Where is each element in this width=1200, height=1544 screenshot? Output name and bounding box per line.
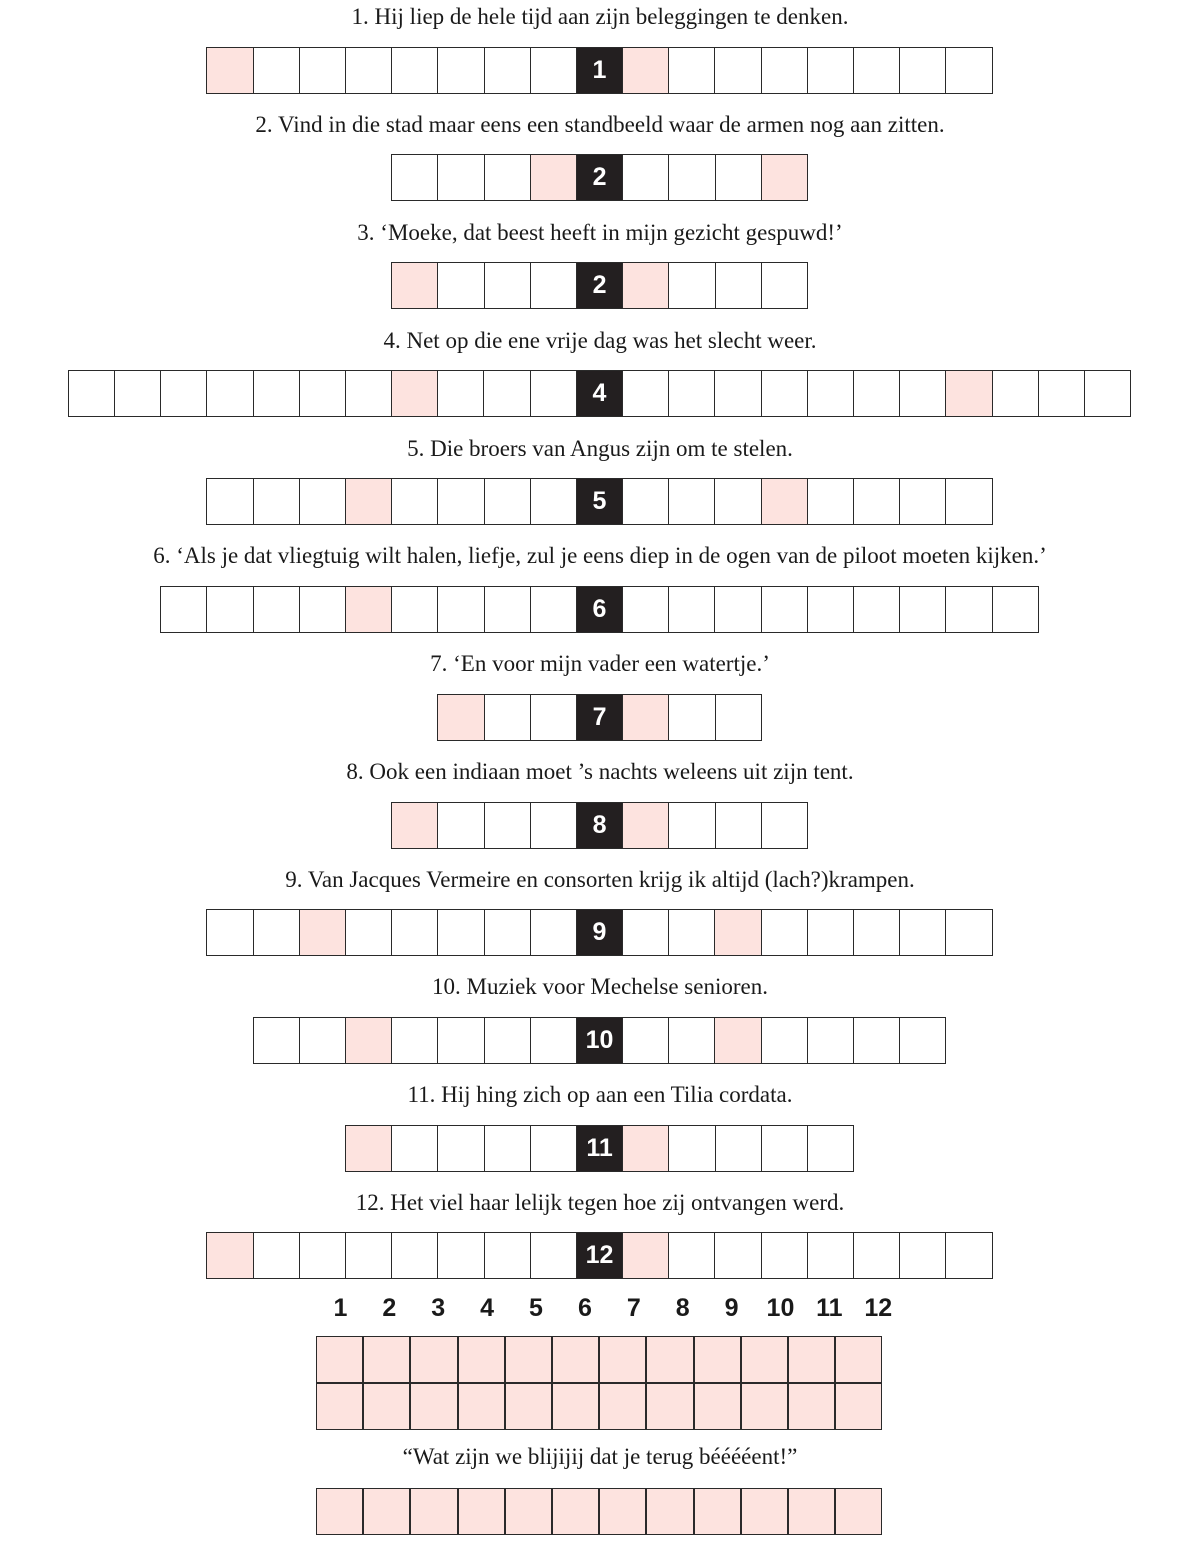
letter-cell[interactable] <box>715 154 762 201</box>
solution-column-numbers <box>316 1294 903 1323</box>
highlighted-letter-cell[interactable] <box>345 478 392 525</box>
highlighted-letter-cell[interactable] <box>345 1017 392 1064</box>
solution-cell[interactable] <box>363 1336 410 1383</box>
solution-cell[interactable] <box>646 1336 693 1383</box>
highlighted-letter-cell[interactable] <box>945 370 992 417</box>
final-answer-cell[interactable] <box>788 1488 835 1535</box>
solution-cell[interactable] <box>835 1336 882 1383</box>
solution-column-number: 11 <box>816 1294 843 1322</box>
letter-cell[interactable] <box>807 47 854 94</box>
answer-row-2 <box>391 154 808 201</box>
clue-text-1: 1. Hij liep de hele tijd aan zijn beleggingen te denken. <box>351 4 849 29</box>
letter-cell[interactable] <box>761 262 808 309</box>
letter-cell[interactable] <box>345 909 392 956</box>
highlighted-letter-cell[interactable] <box>622 694 669 741</box>
letter-cell[interactable] <box>530 802 577 849</box>
letter-cell[interactable] <box>391 1125 438 1172</box>
highlighted-letter-cell[interactable] <box>530 154 577 201</box>
letter-cell[interactable] <box>622 909 669 956</box>
solution-cell[interactable] <box>741 1336 788 1383</box>
letter-cell[interactable] <box>437 154 484 201</box>
letter-cell[interactable] <box>530 370 577 417</box>
solution-cell[interactable] <box>788 1336 835 1383</box>
letter-cell[interactable] <box>299 47 346 94</box>
answer-row-4 <box>68 370 1131 417</box>
letter-cell[interactable] <box>391 478 438 525</box>
letter-cell[interactable] <box>899 370 946 417</box>
letter-cell[interactable] <box>622 1017 669 1064</box>
letter-cell[interactable] <box>945 586 992 633</box>
letter-cell[interactable] <box>68 370 115 417</box>
letter-cell[interactable] <box>853 1017 900 1064</box>
letter-cell[interactable] <box>668 47 715 94</box>
clue-number-cell: 8 <box>576 802 623 849</box>
letter-cell[interactable] <box>299 370 346 417</box>
letter-cell[interactable] <box>899 1232 946 1279</box>
answer-row-3 <box>391 262 808 309</box>
highlighted-letter-cell[interactable] <box>345 586 392 633</box>
letter-cell[interactable] <box>391 1017 438 1064</box>
answer-row-1 <box>206 47 992 94</box>
letter-cell[interactable] <box>714 370 761 417</box>
solution-cell[interactable] <box>552 1383 599 1430</box>
clue-number-cell: 7 <box>576 694 623 741</box>
letter-cell[interactable] <box>484 1017 531 1064</box>
letter-cell[interactable] <box>484 802 531 849</box>
letter-cell[interactable] <box>484 909 531 956</box>
final-answer-row <box>316 1488 882 1535</box>
clue-text-2: 2. Vind in die stad maar eens een standbeeld waar de armen nog aan zitten. <box>255 112 945 137</box>
letter-cell[interactable] <box>391 586 438 633</box>
letter-cell[interactable] <box>484 47 531 94</box>
solution-cell[interactable] <box>599 1383 646 1430</box>
highlighted-letter-cell[interactable] <box>437 694 484 741</box>
clue-number-cell: 2 <box>576 154 623 201</box>
letter-cell[interactable] <box>853 47 900 94</box>
letter-cell[interactable] <box>853 370 900 417</box>
letter-cell[interactable] <box>484 262 531 309</box>
letter-cell[interactable] <box>345 370 392 417</box>
letter-cell[interactable] <box>530 1125 577 1172</box>
letter-cell[interactable] <box>807 586 854 633</box>
letter-cell[interactable] <box>391 154 438 201</box>
clue-number-cell: 10 <box>576 1017 623 1064</box>
letter-cell[interactable] <box>437 47 484 94</box>
clue-number-cell: 12 <box>576 1232 623 1279</box>
solution-column-number: 12 <box>864 1294 893 1322</box>
answer-row-12 <box>206 1232 992 1279</box>
solution-cell[interactable] <box>505 1383 552 1430</box>
highlighted-letter-cell[interactable] <box>345 1125 392 1172</box>
letter-cell[interactable] <box>668 1125 715 1172</box>
letter-cell[interactable] <box>899 1017 946 1064</box>
letter-cell[interactable] <box>299 586 346 633</box>
letter-cell[interactable] <box>714 586 761 633</box>
solution-grid <box>316 1336 882 1430</box>
solution-cell[interactable] <box>552 1336 599 1383</box>
letter-cell[interactable] <box>437 1232 484 1279</box>
clue-number-cell: 2 <box>576 262 623 309</box>
solution-cell[interactable] <box>646 1383 693 1430</box>
letter-cell[interactable] <box>668 694 715 741</box>
clue-text-12: 12. Het viel haar lelijk tegen hoe zij ontvangen werd. <box>355 1190 845 1215</box>
letter-cell[interactable] <box>899 586 946 633</box>
letter-cell[interactable] <box>761 909 808 956</box>
letter-cell[interactable] <box>899 909 946 956</box>
letter-cell[interactable] <box>715 1125 762 1172</box>
clue-text-4: 4. Net op die ene vrije dag was het slecht weer. <box>383 328 817 353</box>
letter-cell[interactable] <box>299 478 346 525</box>
letter-cell[interactable] <box>622 478 669 525</box>
clue-number-cell: 11 <box>576 1125 623 1172</box>
letter-cell[interactable] <box>761 1232 808 1279</box>
highlighted-letter-cell[interactable] <box>206 1232 253 1279</box>
letter-cell[interactable] <box>714 47 761 94</box>
solution-column-number: 10 <box>766 1294 795 1322</box>
letter-cell[interactable] <box>668 1017 715 1064</box>
letter-cell[interactable] <box>484 478 531 525</box>
final-answer-cell[interactable] <box>505 1488 552 1535</box>
letter-cell[interactable] <box>853 1232 900 1279</box>
letter-cell[interactable] <box>715 802 762 849</box>
solution-cell[interactable] <box>505 1336 552 1383</box>
letter-cell[interactable] <box>437 909 484 956</box>
solution-cell[interactable] <box>410 1336 457 1383</box>
letter-cell[interactable] <box>807 1232 854 1279</box>
letter-cell[interactable] <box>299 1017 346 1064</box>
highlighted-letter-cell[interactable] <box>206 47 253 94</box>
letter-cell[interactable] <box>714 1232 761 1279</box>
letter-cell[interactable] <box>899 478 946 525</box>
letter-cell[interactable] <box>530 694 577 741</box>
highlighted-letter-cell[interactable] <box>391 370 438 417</box>
letter-cell[interactable] <box>160 586 207 633</box>
solution-column-number: 6 <box>577 1294 592 1322</box>
final-answer-cell[interactable] <box>741 1488 788 1535</box>
letter-cell[interactable] <box>761 47 808 94</box>
final-quote: “Wat zijn we blijijij dat je terug bééééent!” <box>402 1444 798 1469</box>
solution-cell[interactable] <box>741 1383 788 1430</box>
highlighted-letter-cell[interactable] <box>622 47 669 94</box>
letter-cell[interactable] <box>761 370 808 417</box>
letter-cell[interactable] <box>437 478 484 525</box>
solution-column-number: 5 <box>529 1294 543 1322</box>
letter-cell[interactable] <box>437 262 484 309</box>
answer-row-7 <box>437 694 761 741</box>
letter-cell[interactable] <box>853 909 900 956</box>
clue-number-cell: 4 <box>576 370 623 417</box>
letter-cell[interactable] <box>668 262 715 309</box>
highlighted-letter-cell[interactable] <box>391 802 438 849</box>
solution-cell[interactable] <box>835 1383 882 1430</box>
answer-row-10 <box>253 1017 947 1064</box>
highlighted-letter-cell[interactable] <box>714 1017 761 1064</box>
letter-cell[interactable] <box>945 478 992 525</box>
clue-text-3: 3. ‘Moeke, dat beest heeft in mijn gezicht gespuwd!’ <box>357 220 843 245</box>
letter-cell[interactable] <box>668 478 715 525</box>
letter-cell[interactable] <box>668 586 715 633</box>
letter-cell[interactable] <box>114 370 161 417</box>
solution-cell[interactable] <box>316 1336 363 1383</box>
letter-cell[interactable] <box>945 47 992 94</box>
letter-cell[interactable] <box>1038 370 1085 417</box>
letter-cell[interactable] <box>530 47 577 94</box>
clue-text-8: 8. Ook een indiaan moet ’s nachts weleens uit zijn tent. <box>346 759 854 784</box>
letter-cell[interactable] <box>1084 370 1131 417</box>
solution-column-number: 2 <box>382 1294 397 1322</box>
letter-cell[interactable] <box>437 1017 484 1064</box>
letter-cell[interactable] <box>807 1017 854 1064</box>
letter-cell[interactable] <box>714 478 761 525</box>
letter-cell[interactable] <box>206 370 253 417</box>
letter-cell[interactable] <box>761 1125 808 1172</box>
letter-cell[interactable] <box>668 154 715 201</box>
letter-cell[interactable] <box>437 802 484 849</box>
answer-row-9 <box>206 909 992 956</box>
letter-cell[interactable] <box>807 370 854 417</box>
letter-cell[interactable] <box>484 1232 531 1279</box>
solution-column-number: 1 <box>333 1294 348 1322</box>
final-answer-cell[interactable] <box>363 1488 410 1535</box>
solution-column-number: 9 <box>724 1294 739 1322</box>
letter-cell[interactable] <box>206 586 253 633</box>
letter-cell[interactable] <box>345 1232 392 1279</box>
letter-cell[interactable] <box>484 586 531 633</box>
letter-cell[interactable] <box>253 586 300 633</box>
answer-row-11 <box>345 1125 854 1172</box>
letter-cell[interactable] <box>807 1125 854 1172</box>
solution-cell[interactable] <box>599 1336 646 1383</box>
solution-cell[interactable] <box>458 1383 505 1430</box>
letter-cell[interactable] <box>668 370 715 417</box>
solution-cell[interactable] <box>788 1383 835 1430</box>
letter-cell[interactable] <box>622 370 669 417</box>
solution-column-number: 4 <box>480 1294 495 1322</box>
letter-cell[interactable] <box>253 909 300 956</box>
letter-cell[interactable] <box>945 909 992 956</box>
letter-cell[interactable] <box>484 154 531 201</box>
letter-cell[interactable] <box>437 1125 484 1172</box>
highlighted-letter-cell[interactable] <box>622 802 669 849</box>
clue-text-11: 11. Hij hing zich op aan een Tilia cordata. <box>407 1082 793 1107</box>
clue-number-cell: 6 <box>576 586 623 633</box>
letter-cell[interactable] <box>253 47 300 94</box>
final-answer-cell[interactable] <box>694 1488 741 1535</box>
clue-text-9: 9. Van Jacques Vermeire en consorten krijg ik altijd (lach?)krampen. <box>285 867 915 892</box>
clue-text-10: 10. Muziek voor Mechelse senioren. <box>432 974 768 999</box>
letter-cell[interactable] <box>530 1017 577 1064</box>
letter-cell[interactable] <box>622 586 669 633</box>
final-answer-cell[interactable] <box>646 1488 693 1535</box>
letter-cell[interactable] <box>299 1232 346 1279</box>
letter-cell[interactable] <box>761 586 808 633</box>
answer-row-6 <box>160 586 1039 633</box>
letter-cell[interactable] <box>715 262 762 309</box>
letter-cell[interactable] <box>391 909 438 956</box>
letter-cell[interactable] <box>437 586 484 633</box>
letter-cell[interactable] <box>715 694 762 741</box>
solution-column-number: 3 <box>431 1294 446 1322</box>
solution-cell[interactable] <box>694 1336 741 1383</box>
clue-number-cell: 5 <box>576 478 623 525</box>
clue-number-cell: 1 <box>576 47 623 94</box>
highlighted-letter-cell[interactable] <box>391 262 438 309</box>
solution-column-number: 7 <box>626 1294 641 1322</box>
letter-cell[interactable] <box>253 370 300 417</box>
letter-cell[interactable] <box>484 694 531 741</box>
final-answer-cell[interactable] <box>552 1488 599 1535</box>
highlighted-letter-cell[interactable] <box>761 154 808 201</box>
letter-cell[interactable] <box>945 1232 992 1279</box>
letter-cell[interactable] <box>853 586 900 633</box>
highlighted-letter-cell[interactable] <box>299 909 346 956</box>
solution-column-number: 8 <box>675 1294 690 1322</box>
highlighted-letter-cell[interactable] <box>622 1125 669 1172</box>
letter-cell[interactable] <box>761 802 808 849</box>
solution-cell[interactable] <box>694 1383 741 1430</box>
letter-cell[interactable] <box>160 370 207 417</box>
letter-cell[interactable] <box>391 47 438 94</box>
letter-cell[interactable] <box>206 909 253 956</box>
final-answer-cell[interactable] <box>316 1488 363 1535</box>
highlighted-letter-cell[interactable] <box>622 1232 669 1279</box>
answer-row-8 <box>391 802 808 849</box>
answer-row-5 <box>206 478 992 525</box>
letter-cell[interactable] <box>391 1232 438 1279</box>
letter-cell[interactable] <box>530 586 577 633</box>
letter-cell[interactable] <box>761 1017 808 1064</box>
solution-cell[interactable] <box>363 1383 410 1430</box>
letter-cell[interactable] <box>899 47 946 94</box>
letter-cell[interactable] <box>484 1125 531 1172</box>
highlighted-letter-cell[interactable] <box>761 478 808 525</box>
letter-cell[interactable] <box>853 478 900 525</box>
final-answer-cell[interactable] <box>835 1488 882 1535</box>
letter-cell[interactable] <box>807 909 854 956</box>
letter-cell[interactable] <box>668 802 715 849</box>
letter-cell[interactable] <box>992 370 1039 417</box>
letter-cell[interactable] <box>253 1232 300 1279</box>
letter-cell[interactable] <box>807 478 854 525</box>
letter-cell[interactable] <box>668 1232 715 1279</box>
solution-cell[interactable] <box>316 1383 363 1430</box>
letter-cell[interactable] <box>668 909 715 956</box>
letter-cell[interactable] <box>530 478 577 525</box>
letter-cell[interactable] <box>622 154 669 201</box>
letter-cell[interactable] <box>530 262 577 309</box>
clue-text-5: 5. Die broers van Angus zijn om te stelen. <box>407 436 793 461</box>
highlighted-letter-cell[interactable] <box>622 262 669 309</box>
letter-cell[interactable] <box>992 586 1039 633</box>
clue-text-6: 6. ‘Als je dat vliegtuig wilt halen, liefje, zul je eens diep in de ogen van de piloot moeten kijken.’ <box>153 543 1047 568</box>
solution-cell[interactable] <box>458 1336 505 1383</box>
final-answer-cell[interactable] <box>599 1488 646 1535</box>
letter-cell[interactable] <box>253 1017 300 1064</box>
letter-cell[interactable] <box>530 909 577 956</box>
letter-cell[interactable] <box>530 1232 577 1279</box>
highlighted-letter-cell[interactable] <box>714 909 761 956</box>
letter-cell[interactable] <box>253 478 300 525</box>
solution-cell[interactable] <box>410 1383 457 1430</box>
letter-cell[interactable] <box>483 370 530 417</box>
clue-text-7: 7. ‘En voor mijn vader een watertje.’ <box>430 651 770 676</box>
letter-cell[interactable] <box>437 370 484 417</box>
letter-cell[interactable] <box>345 47 392 94</box>
final-answer-cell[interactable] <box>458 1488 505 1535</box>
clue-number-cell: 9 <box>576 909 623 956</box>
letter-cell[interactable] <box>206 478 253 525</box>
final-answer-cell[interactable] <box>410 1488 457 1535</box>
